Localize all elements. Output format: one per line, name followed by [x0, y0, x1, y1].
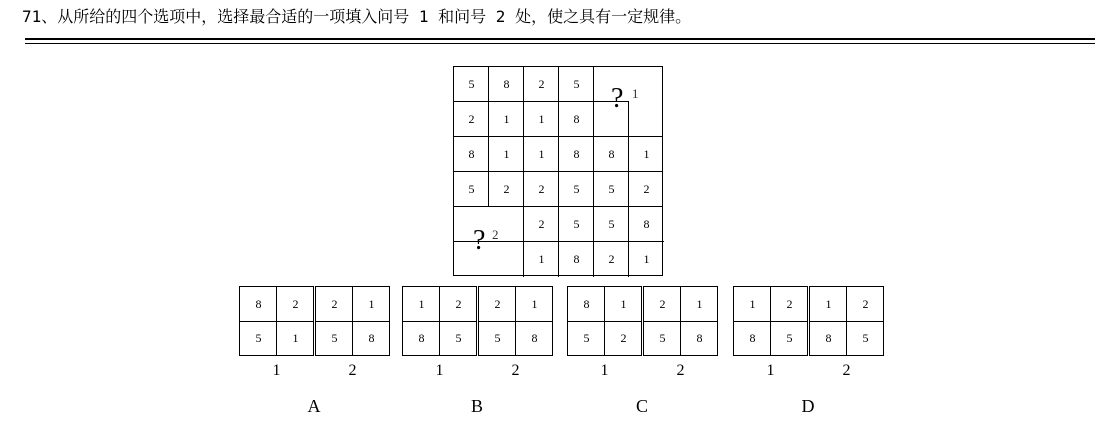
grid-cell: 1	[538, 112, 545, 126]
option-letter-d[interactable]: D	[801, 396, 815, 416]
question-mark-2: ?	[473, 225, 486, 256]
option-c-block1	[567, 286, 642, 356]
option-cell: 8	[368, 330, 375, 345]
option-a-block1	[239, 286, 314, 356]
grid-cell: 2	[468, 112, 475, 126]
option-cell: 2	[292, 296, 299, 311]
option-cell: 8	[583, 296, 590, 311]
grid-cell: 5	[573, 77, 580, 91]
option-letter-c[interactable]: C	[635, 396, 648, 416]
option-block-label: 1	[766, 362, 775, 379]
option-cell: 2	[862, 296, 869, 311]
option-block-label: 1	[272, 362, 281, 379]
option-cell: 5	[255, 330, 262, 345]
option-cell: 8	[696, 330, 703, 345]
grid-cell: 8	[573, 252, 580, 266]
grid-cell: 5	[573, 217, 580, 231]
option-cell: 5	[455, 330, 462, 345]
grid-cell: 5	[608, 217, 615, 231]
option-cell: 2	[659, 296, 666, 311]
grid-cell: 8	[573, 147, 580, 161]
puzzle-grid	[453, 66, 663, 276]
option-cell: 8	[825, 330, 832, 345]
grid-cell: 2	[538, 182, 545, 196]
grid-cell	[489, 242, 524, 277]
top-rule-thick	[25, 38, 1095, 40]
option-cell: 1	[531, 296, 538, 311]
option-cell: 2	[331, 296, 338, 311]
option-block-label: 1	[435, 362, 444, 379]
question-text: 71、从所给的四个选项中，选择最合适的一项填入问号 1 和问号 2 处，使之具有一定规律。	[22, 7, 692, 26]
option-cell: 8	[255, 296, 262, 311]
option-cell: 5	[494, 330, 501, 345]
grid-cell: 2	[608, 252, 615, 266]
option-block-label: 2	[676, 362, 685, 379]
option-letter-a[interactable]: A	[307, 396, 321, 416]
option-block-label: 2	[348, 362, 357, 379]
grid-cell: 1	[538, 252, 545, 266]
option-b-block1	[402, 286, 477, 356]
option-cell: 5	[583, 330, 590, 345]
grid-cell: 5	[608, 182, 615, 196]
grid-cell: 2	[643, 182, 650, 196]
grid-cell: 1	[538, 147, 545, 161]
option-cell: 8	[418, 330, 425, 345]
grid-cell: 2	[538, 77, 545, 91]
option-cell: 2	[455, 296, 462, 311]
option-a-block2	[315, 286, 390, 356]
grid-cell: 1	[643, 252, 650, 266]
option-block-label: 2	[842, 362, 851, 379]
grid-cell: 2	[503, 182, 510, 196]
option-d-block1	[733, 286, 808, 356]
option-cell: 8	[531, 330, 538, 345]
grid-cell: 8	[643, 217, 650, 231]
option-cell: 2	[620, 330, 627, 345]
grid-cell: 8	[468, 147, 475, 161]
option-block-label: 2	[511, 362, 520, 379]
option-c-block2	[643, 286, 718, 356]
option-b-block2	[478, 286, 553, 356]
grid-cell: 8	[608, 147, 615, 161]
question-mark-1-label: 1	[632, 86, 639, 101]
option-letter-b[interactable]: B	[470, 396, 483, 416]
option-cell: 1	[696, 296, 703, 311]
grid-cell: 2	[538, 217, 545, 231]
option-cell: 1	[825, 296, 832, 311]
top-rule-thin	[25, 43, 1095, 44]
grid-cell	[629, 102, 664, 137]
grid-cell: 1	[643, 147, 650, 161]
option-cell: 1	[749, 296, 756, 311]
option-cell: 1	[620, 296, 627, 311]
grid-cell: 8	[503, 77, 510, 91]
grid-cell: 8	[573, 112, 580, 126]
grid-cell: 1	[503, 112, 510, 126]
option-d-block2	[809, 286, 884, 356]
question-mark-2-label: 2	[492, 227, 499, 242]
grid-cell: 5	[573, 182, 580, 196]
option-block-label: 1	[600, 362, 609, 379]
option-cell: 1	[418, 296, 425, 311]
option-cell: 5	[331, 330, 338, 345]
option-cell: 5	[786, 330, 793, 345]
option-cell: 1	[292, 330, 299, 345]
option-cell: 2	[494, 296, 501, 311]
option-cell: 2	[786, 296, 793, 311]
option-cell: 5	[862, 330, 869, 345]
option-cell: 1	[368, 296, 375, 311]
grid-cell: 5	[468, 182, 475, 196]
option-cell: 5	[659, 330, 666, 345]
grid-cell: 5	[468, 77, 475, 91]
option-cell: 8	[749, 330, 756, 345]
question-mark-1: ?	[611, 83, 624, 114]
grid-cell: 1	[503, 147, 510, 161]
